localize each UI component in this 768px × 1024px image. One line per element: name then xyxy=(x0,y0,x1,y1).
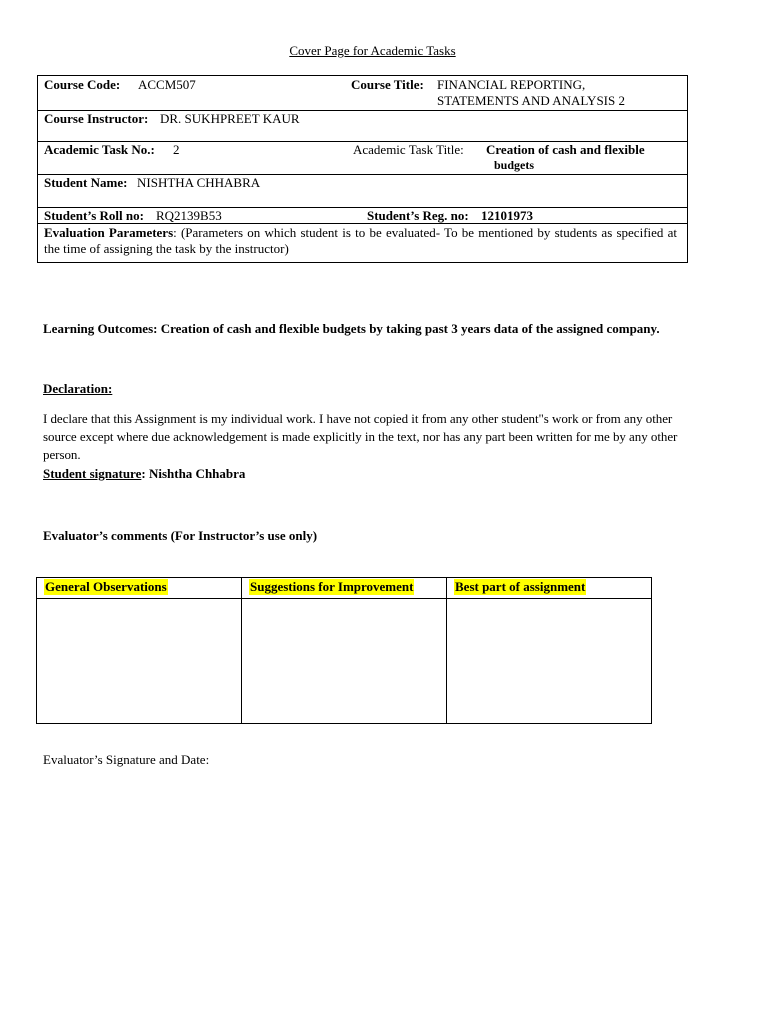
page-title: Cover Page for Academic Tasks xyxy=(289,43,456,58)
table-header-cell xyxy=(37,578,241,599)
roll-label: Student’s Roll no: xyxy=(44,208,144,223)
task-no-value: 2 xyxy=(173,142,180,157)
instructor-label: Course Instructor: xyxy=(44,111,149,126)
student-name-label: Student Name: xyxy=(44,175,128,190)
declaration-heading: Declaration: xyxy=(43,381,113,396)
reg-label: Student’s Reg. no: xyxy=(367,208,469,223)
evaluator-signature-line: Evaluator’s Signature and Date: xyxy=(43,752,210,767)
task-title-line1: Creation of cash and flexible xyxy=(486,142,645,157)
best-part-header: Best part of assignment xyxy=(455,579,586,594)
roll-row xyxy=(38,208,687,224)
course-info-table xyxy=(37,75,688,263)
evaluator-comments-heading: Evaluator’s comments (For Instructor’s use only) xyxy=(43,528,318,543)
roll-value: RQ2139B53 xyxy=(156,208,222,223)
course-code-label: Course Code: xyxy=(44,77,121,92)
suggestions-column xyxy=(242,578,447,723)
learning-outcomes: Learning Outcomes: Creation of cash and flexible budgets by taking past 3 years data of the assigned company. xyxy=(43,321,660,336)
course-title-label: Course Title: xyxy=(351,77,424,92)
student-name-row xyxy=(38,175,687,208)
reg-value: 12101973 xyxy=(481,208,533,223)
best-part-column xyxy=(447,578,651,723)
student-signature-label: Student signature xyxy=(43,466,142,481)
table-header-cell xyxy=(242,578,446,599)
declaration-body: I declare that this Assignment is my individual work. I have not copied it from any other student"s work or from any other source except where due acknowledgement is made explicitly in the text, nor has any part been written for me by any other person. xyxy=(43,411,678,462)
evaluation-parameters-label: Evaluation Parameters xyxy=(44,225,174,240)
general-observations-column xyxy=(37,578,242,723)
student-signature-value: : Nishtha Chhabra xyxy=(141,466,246,481)
course-title-line1: FINANCIAL REPORTING, xyxy=(437,77,586,92)
instructor-row xyxy=(38,111,687,142)
evaluation-parameters xyxy=(44,225,677,257)
evaluation-row xyxy=(38,224,687,262)
evaluation-parameters-text: : (Parameters on which student is to be evaluated- To be mentioned by students as specified at the time of assigning the task by the instructor) xyxy=(44,225,677,256)
task-no-label: Academic Task No.: xyxy=(44,142,155,157)
student-name-value: NISHTHA CHHABRA xyxy=(137,175,261,190)
course-row xyxy=(38,76,687,111)
student-signature xyxy=(43,466,245,482)
general-observations-header: General Observations xyxy=(45,579,167,594)
task-row xyxy=(38,142,687,175)
task-title-line2: budgets xyxy=(494,158,535,172)
instructor-value: DR. SUKHPREET KAUR xyxy=(160,111,300,126)
course-title-line2: STATEMENTS AND ANALYSIS 2 xyxy=(437,93,625,108)
table-header-cell xyxy=(447,578,651,599)
task-title-label: Academic Task Title: xyxy=(353,142,464,157)
course-code-value: ACCM507 xyxy=(138,77,196,92)
comments-table xyxy=(36,577,652,724)
suggestions-header: Suggestions for Improvement xyxy=(250,579,414,594)
